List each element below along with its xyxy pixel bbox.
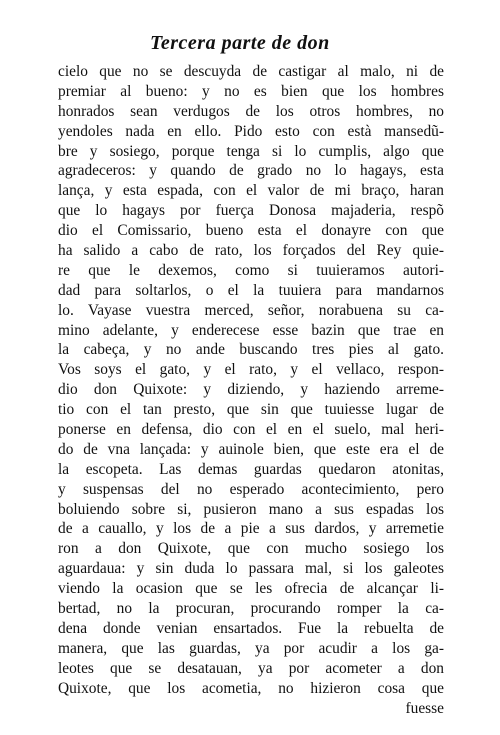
text-line: re que le dexemos, como si tuuieramos autori- — [58, 261, 444, 279]
text-line: ha salido a cabo de rato, los forçados del Rey quie- — [58, 242, 444, 260]
text-line: honrados sean verdugos de los otros hombres, no — [58, 102, 444, 120]
text-line: dio don Quixote: y diziendo, y haziendo arreme- — [58, 381, 444, 399]
text-line: tio con el tan presto, que sin que tuuiesse lugar de — [58, 401, 444, 419]
text-line: dad para soltarlos, o el la tuuiera para mandarnos — [58, 281, 444, 299]
text-line: cielo que no se descuyda de castigar al malo, ni de — [58, 63, 444, 80]
text-line: la escopeta. Las demas guardas quedaron atonitas, — [58, 460, 444, 478]
text-line: boluiendo sobre si, pusieron mano a sus espadas los — [58, 500, 444, 518]
text-line: ron a don Quixote, que con mucho sosiego los — [58, 540, 444, 558]
text-line: do de vna lançada: y auinole bien, que este era el de — [58, 440, 444, 458]
catchword: fuesse — [405, 700, 444, 717]
text-line: yendoles nada en ello. Pido esto con està mansedũ- — [58, 122, 444, 140]
text-line: lança, y esta espada, con el valor de mi braço, haran — [58, 182, 444, 200]
text-line: que lo hagays por fuerça Donosa majaderia, respõ — [58, 202, 444, 220]
text-line: lo. Vayase vuestra merced, señor, norabuena su ca- — [58, 301, 444, 319]
text-line: dena donde venian ensartados. Fue la rebuelta de — [58, 619, 444, 637]
text-line: de a cauallo, y los de a pie a sus dardos, y arremetie — [58, 520, 444, 538]
text-line: y suspensas del no esperado acontecimiento, pero — [58, 480, 444, 498]
text-line: ponerse en defensa, dio con el en el suelo, mal heri- — [58, 421, 444, 439]
text-line: viendo la ocasion que se les ofrecia de alcançar li- — [58, 580, 444, 598]
text-line: agradeceros: y quando de grado no lo hagays, esta — [58, 162, 444, 180]
text-line: bre y sosiego, porque tenga si lo cumplis, algo que — [58, 142, 444, 160]
text-line: manera, que las guardas, ya por acudir a los ga- — [58, 639, 444, 657]
text-line: mino adelante, y enderecese esse bazin que trae en — [58, 321, 444, 339]
text-line: bertad, no la procuran, procurando romper la ca- — [58, 600, 444, 618]
text-line: Vos soys el gato, y el rato, y el vellaco, respon- — [58, 361, 444, 379]
text-line: leotes que se desatauan, ya por acometer a don — [58, 659, 444, 677]
text-line: la cabeça, y no ande buscando tres pies al gato. — [58, 341, 444, 359]
running-head: Tercera parte de don — [150, 32, 330, 54]
text-line: dio el Comissario, bueno esta el donayre con que — [58, 222, 444, 240]
text-line: aguardaua: y sin duda lo passara mal, si los galeotes — [58, 560, 444, 578]
text-line: premiar al bueno: y no es bien que los hombres — [58, 82, 444, 100]
text-line: Quixote, que los acometia, no hizieron cosa que — [58, 679, 444, 697]
body-text — [58, 62, 444, 699]
